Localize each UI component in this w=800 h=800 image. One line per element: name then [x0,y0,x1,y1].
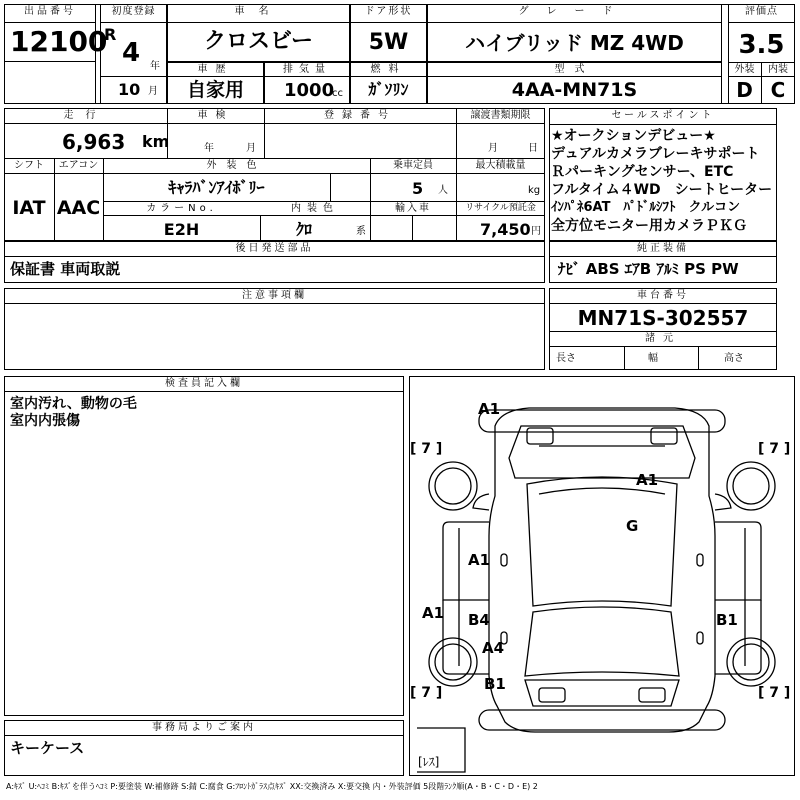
color-no: E2H [163,220,200,239]
transfer-label: 譲渡書類期限 [470,110,531,121]
int-score: C [770,78,786,102]
mark-right-rear-door: B1 [716,611,738,629]
insp-year-unit: 年 [204,143,214,154]
ac-label: エアコン [58,160,99,171]
inspector-label: 検査員記入欄 [165,378,243,389]
spare-tire: [ﾚｽ] [418,755,440,769]
recycle-label: リサイクル預託金 [465,203,536,213]
transfer-day-unit: 日 [528,143,538,154]
sales-point-line: Ｒパーキングセンサー、ETC [551,164,734,180]
mark-left-rear-fender: A4 [482,639,505,657]
first-reg-label: 初度登録 [111,6,156,17]
mark-left-rear-door: B4 [468,611,490,629]
tire-tl: [ 7 ] [410,441,443,457]
mileage-label: 走行 [63,110,108,121]
mileage-unit: km [142,132,170,151]
grade-label: グレード [518,6,631,17]
reg-no-label: 登録番号 [324,110,396,121]
score-label: 評価点 [745,6,778,17]
tire-br: [ 7 ] [758,685,791,701]
chassis-value: MN71S-302557 [577,306,749,330]
max-load-label: 最大積載量 [475,160,526,171]
later-parts-value: 保証書 車両取説 [10,260,121,278]
displacement-unit: cc [332,88,343,99]
displacement-label: 排気量 [283,64,331,75]
max-load-unit: kg [528,185,541,196]
shift-label: シフト [14,160,44,171]
width-label: 幅 [648,353,658,364]
transfer-month-unit: 月 [488,143,498,154]
interior-color-label: 内装色 [291,203,339,214]
car-name: クロスビー [203,29,314,54]
exterior-color: ｷｬﾗﾊﾞﾝｱｲﾎﾞﾘｰ [168,178,265,197]
inspector-line-1: 室内汚れ、動物の毛 [10,396,137,412]
mark-roof: G [626,517,639,535]
tire-tr: [ 7 ] [758,441,791,457]
reg-month: 10 [118,80,141,99]
lot-no-label: 出品番号 [24,6,76,17]
mark-left-front-fender: A1 [422,604,445,622]
reg-month-unit: 月 [148,86,158,97]
sales-points-list [551,129,777,237]
model-code: 4AA-MN71S [511,79,638,101]
sales-point-line: ｲﾝﾊﾟﾈ6AT ﾊﾟﾄﾞﾙｼﾌﾄ クルコン [551,200,741,215]
sales-points-label: セールスポイント [611,110,715,121]
sales-point-line: ★オークションデビュー★ [551,128,716,144]
notes-label: 注意事項欄 [242,290,307,301]
sales-point-line: フルタイム４WD シートヒーター [551,182,773,198]
interior-color-unit: 系 [356,226,366,237]
history-label: 車歴 [197,64,234,75]
ac: AAC [56,197,101,219]
door: 5W [368,30,409,55]
era: R [104,25,117,44]
height-label: 高さ [724,353,744,364]
length-label: 長さ [556,353,576,364]
chassis-label: 車台番号 [637,290,689,301]
door-label: ドア形状 [364,6,413,17]
mileage: 6,963 [62,130,126,154]
legend: A:ｷｽﾞ U:ﾍｺﾐ B:ｷｽﾞを伴うﾍｺﾐ P:要塗装 W:補修跡 S:錆 C:腐食 G:ﾌﾛﾝﾄｶﾞﾗｽ点ｷｽﾞ XX:交換済み X:要交換 内・外装評価 5段階ﾗﾝｸ順(A・B・C・D・E) 2 [6,782,538,791]
specs-label: 諸元 [645,333,681,344]
insp-month-unit: 月 [246,143,256,154]
mark-rear-bumper: B1 [484,675,506,693]
fuel: ｶﾞｿﾘﾝ [368,80,409,99]
equipment-label: 純正装備 [637,243,689,254]
exterior-color-label: 外装色 [206,160,267,171]
history: 自家用 [186,79,244,101]
sales-point-line: 全方位モニター用カメラＰＫＧ [551,218,747,234]
equipment-value: ﾅﾋﾞ ABS ｴｱB ｱﾙﾐ PS PW [558,260,739,278]
int-score-label: 内装 [768,64,788,75]
car-diagram [409,376,795,776]
score: 3.5 [738,30,785,60]
interior-color: ｸﾛ [296,220,313,239]
sales-point-line: デュアルカメラブレーキサポート [551,146,760,162]
office-value: キーケース [10,739,85,757]
inspector-line-2: 室内内張傷 [10,413,80,429]
shift: IAT [12,197,46,219]
ext-score: D [736,78,753,102]
capacity: 5 [412,179,424,198]
lot-no: 12100 [10,25,108,58]
capacity-unit: 人 [438,185,448,196]
model-code-label: 型式 [554,64,595,75]
fuel-label: 燃料 [370,64,407,75]
car-name-label: 車名 [234,6,283,17]
color-no-label: カラーNo. [146,203,217,214]
grade: ハイブリッド MZ 4WD [465,31,684,55]
capacity-label: 乗車定員 [393,160,433,171]
specs-frame [4,108,545,241]
mark-left-front-door: A1 [468,551,491,569]
later-parts-label: 後日発送部品 [235,243,314,254]
reg-year-unit: 年 [150,61,160,72]
reg-year: 4 [122,38,141,68]
office-label: 事務局よりご案内 [152,722,256,733]
inspection-label: 車検 [197,110,234,121]
mark-front-bumper: A1 [478,400,501,418]
mark-hood: A1 [636,471,659,489]
ext-score-label: 外装 [734,64,755,75]
import-label: 輸入車 [395,203,431,214]
tire-bl: [ 7 ] [410,685,443,701]
recycle-unit: 円 [531,226,541,237]
recycle: 7,450 [480,220,531,239]
displacement: 1000 [284,80,335,101]
